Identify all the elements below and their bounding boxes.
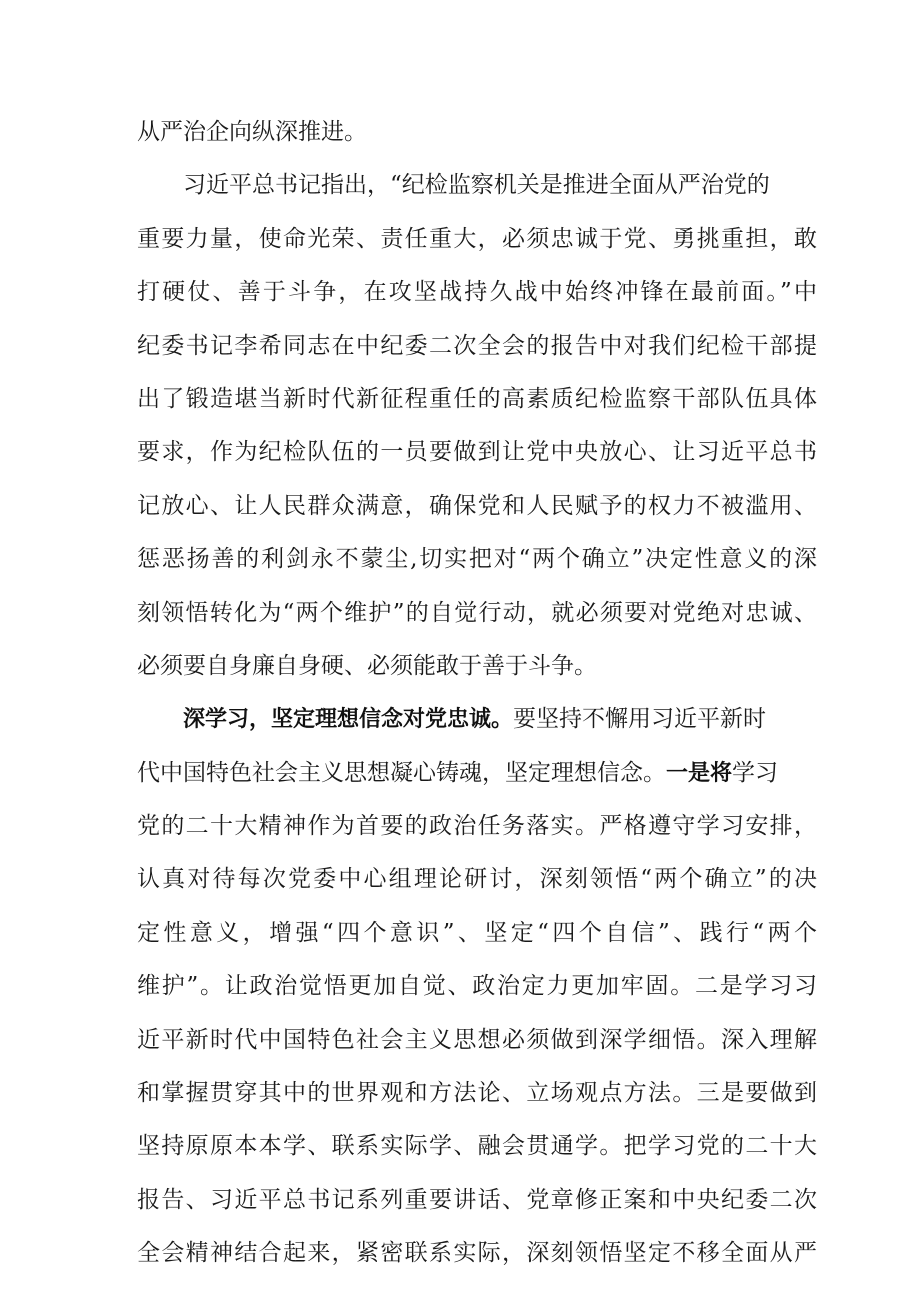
text-line: 要求，作为纪检队伍的一员要做到让党中央放心、让习近平总书 (137, 439, 817, 466)
text-line: 打硬仗、善于斗争，在攻坚战持久战中始终冲锋在最前面。”中 (137, 279, 817, 306)
text-line: 近平新时代中国特色社会主义思想必须做到深学细悟。深入理解 (137, 1026, 817, 1053)
text-line: 报告、习近平总书记系列重要讲话、党章修正案和中央纪委二次 (137, 1186, 817, 1213)
text-line: 定性意义，增强“四个意识”、坚定“四个自信”、践行“两个 (137, 919, 817, 946)
text-line: 党的二十大精神作为首要的政治任务落实。严格遵守学习安排， (137, 813, 817, 840)
text-line: 刻领悟转化为“两个维护”的自觉行动，就必须要对党绝对忠诚、 (137, 599, 817, 626)
document-body (137, 106, 817, 1281)
text-line: 记放心、让人民群众满意，确保党和人民赋予的权力不被滥用、 (137, 492, 817, 519)
text-line (137, 747, 817, 800)
section-heading: 深学习，坚定理想信念对党忠诚。 (183, 707, 514, 733)
text-line: 维护”。让政治觉悟更加自觉、政治定力更加牢固。二是学习习 (137, 973, 817, 1000)
text-line: 纪委书记李希同志在中纪委二次全会的报告中对我们纪检干部提 (137, 332, 817, 359)
paragraph-first-line (137, 693, 817, 746)
text-run: 学习 (732, 759, 779, 786)
paragraph-first-line: 习近平总书记指出，“纪检监察机关是推进全面从严治党的 (183, 172, 770, 199)
text-run: 代中国特色社会主义思想凝心铸魂，坚定理想信念。 (137, 759, 666, 786)
text-line: 和掌握贯穿其中的世界观和方法论、立场观点方法。三是要做到 (137, 1080, 817, 1107)
text-line: 重要力量，使命光荣、责任重大，必须忠诚于党、勇挑重担，敢 (137, 225, 817, 252)
text-line: 惩恶扬善的利剑永不蒙尘,切实把对“两个确立”决定性意义的深 (137, 546, 817, 573)
text-line: 全会精神结合起来，紧密联系实际，深刻领悟坚定不移全面从严 (137, 1240, 817, 1267)
text-run: 要坚持不懈用习近平新时 (513, 706, 767, 733)
text-line: 从严治企向纵深推进。 (137, 119, 367, 145)
text-line: 必须要自身廉自身硬、必须能敢于善于斗争。 (137, 652, 597, 679)
emphasis-run: 一是将 (666, 760, 733, 786)
text-line: 坚持原原本本学、联系实际学、融会贯通学。把学习党的二十大 (137, 1133, 817, 1160)
text-line: 认真对待每次党委中心组理论研讨，深刻领悟“两个确立”的决 (137, 866, 817, 893)
text-line: 出了锻造堪当新时代新征程重任的高素质纪检监察干部队伍具体 (137, 385, 817, 412)
